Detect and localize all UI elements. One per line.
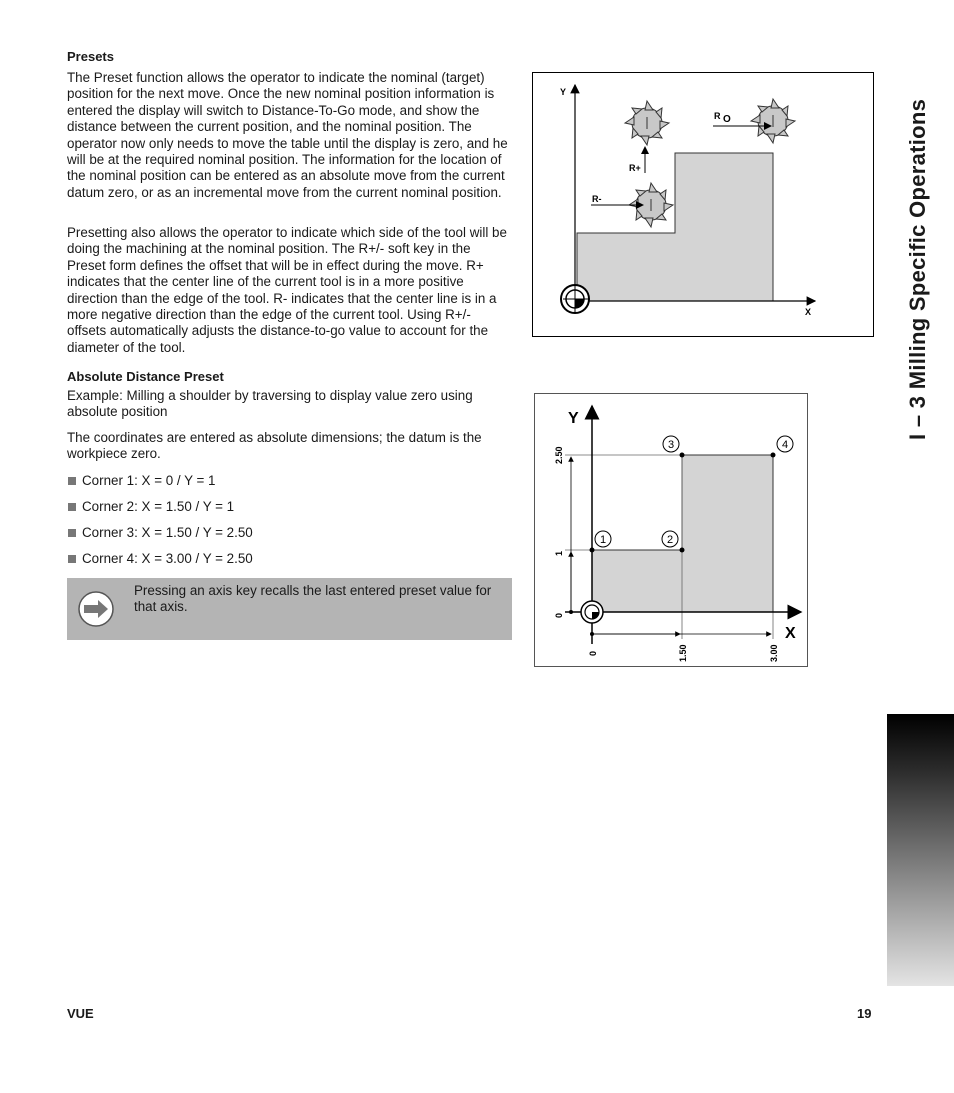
label-r: R — [714, 111, 721, 121]
axis-x-label: X — [785, 625, 796, 642]
list-item: Corner 3: X = 1.50 / Y = 2.50 — [67, 525, 253, 551]
list-item: Corner 4: X = 3.00 / Y = 2.50 — [67, 551, 253, 577]
figure-absolute-preset — [534, 393, 808, 667]
chapter-side-title: I – 3 Milling Specific Operations — [905, 98, 930, 440]
footer-product: VUE — [67, 1006, 94, 1021]
svg-text:4: 4 — [781, 439, 789, 451]
heading-absolute-distance-preset: Absolute Distance Preset — [67, 369, 224, 384]
axis-x-label: X — [805, 307, 812, 317]
figure-radius-offset — [532, 72, 874, 337]
bullet-square-icon — [68, 555, 76, 563]
list-item: Corner 2: X = 1.50 / Y = 1 — [67, 499, 253, 525]
figure-radius-offset-drawing — [533, 73, 872, 335]
datum-symbol-icon — [561, 285, 589, 313]
svg-text:1: 1 — [599, 534, 607, 546]
tick-label-x: 3.00 — [769, 644, 779, 662]
list-item: Corner 1: X = 0 / Y = 1 — [67, 473, 253, 499]
chapter-tab-marker — [887, 714, 954, 986]
note-box — [67, 578, 512, 640]
tick-label-y: 2.50 — [554, 446, 564, 464]
svg-text:3: 3 — [667, 439, 675, 451]
paragraph-presets-intro: The Preset function allows the operator to indicate the nominal (target) position for the next move. Once the new nominal position information is entered the display will switch to Distance-To-Go mode, and show the distance between the current position, and the nominal position. The operator now only needs to move the table until the display is zero, and he will be at the required nominal position. The information for the location of the nominal position can be entered as an absolute move from the current datum zero, or as an incremental move from the current nominal position. — [67, 70, 508, 200]
corner-marker-2 — [662, 531, 678, 547]
paragraph-example: Example: Milling a shoulder by traversing to display value zero using absolute position — [67, 388, 473, 420]
paragraph-presets-offsets: Presetting also allows the operator to indicate which side of the tool will be doing the machining at the nominal position. The R+/- soft key in the Preset form defines the offset that will be in effect during the move. R+ indicates that the center line of the current tool is in a more positive direction than the edge of the tool. R- indicates that the center line is in a more negative direction than the edge of the current tool. Using R+/- offsets automatically adjusts the distance-to-go value to account for the diameter of the tool. — [67, 225, 507, 355]
note-text: Pressing an axis key recalls the last entered preset value for that axis. — [134, 583, 492, 615]
axis-y-label: Y — [560, 87, 567, 97]
corner-marker-1 — [595, 531, 611, 547]
heading-presets: Presets — [67, 49, 114, 64]
bullet-square-icon — [68, 503, 76, 511]
corner-marker-4 — [777, 436, 793, 452]
bullet-square-icon — [68, 529, 76, 537]
label-r-minus: R- — [592, 194, 602, 204]
corner-list — [67, 473, 253, 577]
axis-y-label: Y — [568, 410, 579, 427]
tick-label-x: 1.50 — [678, 644, 688, 662]
page-number: 19 — [857, 1006, 872, 1021]
tick-label-y: 1 — [554, 550, 564, 556]
tick-label-y: 0 — [554, 612, 564, 618]
milling-cutter-icon — [751, 99, 795, 143]
bullet-square-icon — [68, 477, 76, 485]
datum-symbol-icon — [581, 601, 603, 623]
figure-absolute-preset-drawing — [535, 394, 807, 666]
arrow-right-icon — [77, 590, 115, 628]
svg-text:2: 2 — [666, 534, 674, 546]
paragraph-coordinates: The coordinates are entered as absolute dimensions; the datum is the workpiece zero. — [67, 430, 482, 462]
label-o: O — [723, 114, 731, 125]
milling-cutter-icon — [625, 101, 669, 145]
tick-label-x: 0 — [588, 650, 598, 656]
label-r-plus: R+ — [629, 163, 641, 173]
corner-marker-3 — [663, 436, 679, 452]
